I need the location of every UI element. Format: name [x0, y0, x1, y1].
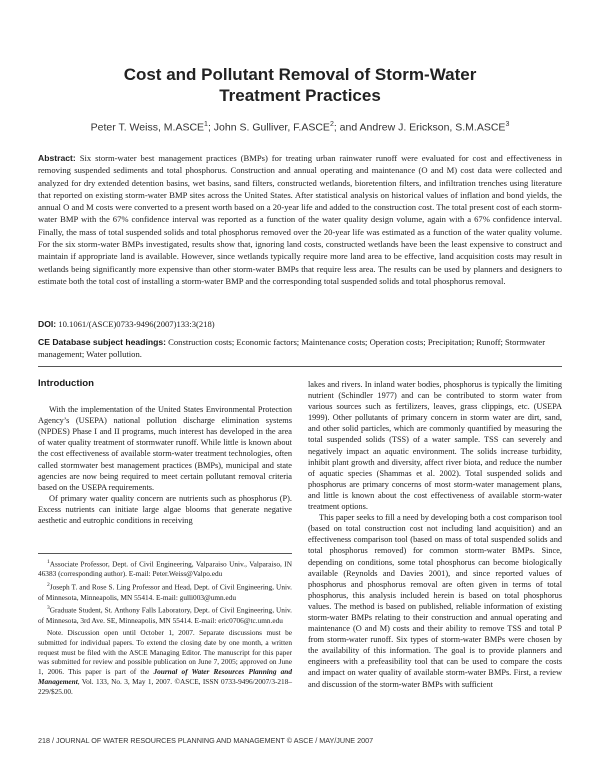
doi-link[interactable]: 10.1061/(ASCE)0733-9496(2007)133:3(218)	[58, 319, 215, 329]
author-affiliation-mark: 1	[204, 121, 208, 128]
abstract-label: Abstract:	[38, 153, 76, 163]
footnote	[38, 581, 292, 602]
subject-headings-label: CE Database subject headings:	[38, 337, 166, 347]
author-name: Andrew J. Erickson, S.M.ASCE	[359, 121, 506, 134]
subject-headings-text: Construction costs; Economic factors; Maintenance costs; Operation costs; Precipitation; Runoff; Stormwater management; Water pollution.	[38, 337, 546, 360]
note-text: Note. Discussion open until October 1, 2007. Separate discussions must be submitted for individual papers. To extend the closing date by one month, a written request must be filed with the ASCE Managing Editor. The manuscript for this paper was submitted for review and possible publication on June 7, 2005; approved on June 1, 2006. This paper is part of the	[38, 627, 292, 677]
footnote-text: Associate Professor, Dept. of Civil Engineering, Valparaiso Univ., Valparaiso, IN 46383 (corresponding author). E-mail: Peter.Weiss@Valpo.edu	[38, 559, 292, 579]
footnote-mark: 1	[47, 559, 50, 565]
author-separator: ;	[207, 121, 214, 134]
footnote-mark: 3	[47, 605, 50, 612]
footnote-divider	[38, 553, 292, 554]
title-line-1: Cost and Pollutant Removal of Storm-Water	[123, 65, 477, 84]
paper-title	[0, 64, 600, 106]
footnote-text: Joseph T. and Rose S. Ling Professor and Head, Dept. of Civil Engineering, Univ. of Minnesota, Minneapolis, MN 55414. E-mail: gulli003@umn.edu	[38, 582, 292, 602]
author-affiliation-mark: 2	[329, 121, 334, 128]
introduction-heading: Introduction	[38, 378, 94, 389]
footnote	[38, 604, 292, 625]
footnote-mark: 2	[47, 582, 50, 589]
title-line-2: Treatment Practices	[219, 86, 381, 105]
author-separator: ; and	[333, 121, 360, 134]
right-column	[308, 379, 562, 690]
note-text: , Vol. 133, No. 3, May 1, 2007. ©ASCE, ISSN 0733-9496/2007/3-218–229/$25.00.	[38, 677, 292, 697]
author-affiliation-mark: 3	[505, 121, 510, 128]
doi	[38, 319, 562, 329]
doi-label: DOI:	[38, 319, 57, 329]
footnote-text: Graduate Student, St. Anthony Falls Laboratory, Dept. of Civil Engineering, Univ. of Minnesota, 3rd Ave. SE, Minneapolis, MN 55414. E-mail: eric0706@tc.umn.edu	[38, 605, 292, 625]
body-paragraph: With the implementation of the United States Environmental Protection Agency’s (USEPA) national pollution discharge elimination systems (NPDES) Phase I and II programs, much interest has developed in the area of water quality treatment of stormwater runoff. While little is known about the cost effectiveness of available storm-water treatment technologies, often called stormwater best management practices (BMPs), municipal and state agencies are now being required to meet certain pollutant removal criteria based on the USEPA requirements.	[38, 405, 292, 492]
left-column	[38, 378, 292, 526]
body-paragraph: Of primary water quality concern are nutrients such as phosphorus (P). Excess nutrients can initiate large algae blooms that generate negative aesthetic and eutrophic conditions in receiving	[38, 493, 292, 526]
subject-headings	[38, 336, 562, 361]
journal-name: Journal of Water Resources Planning and Management	[38, 667, 293, 687]
footnote	[38, 558, 292, 579]
section-divider	[38, 366, 562, 367]
body-paragraph: lakes and rivers. In inland water bodies, phosphorus is typically the limiting nutrient (Schindler 1977) and can be contributed to storm water from various sources such as fertilizers, leaves, grass clippings, etc. (USEPA 1999). Other pollutants of primary concern in storm water are dirt, sand, and other solid particles, which are commonly quantified by measuring the total suspended solids (TSS) of a water sample. TSS can severely and negatively impact an aquatic environment. The solids increase turbidity, inhibit plant growth and diversity, affect river biota, and reduce the number of aquatic species (Shammas et al. 2002). Total suspended solids and phosphorus are primary concerns of most storm-water management plans, and little is known about the cost effectiveness of available storm-water treatment options.	[308, 380, 562, 512]
body-paragraph: This paper seeks to fill a need by developing both a cost comparison tool (based on total construction cost not including land acquisition) and an effectiveness comparison tool (based on mass of total suspended solids and total phosphorus removed) for common storm-water BMPs. Since, depending on conditions, some total phosphorus can become biologically available (Reynolds and Davies 2001), and since reported values of phosphorus and phosphorus removal are often given in terms of total phosphorus, this analysis included herein is based on total phosphorus values. The method is based on published, reliable information of existing storm-water BMPs relating to their construction and annual operating and maintenance (O and M) costs and their ability to remove TSS and total P from storm-water runoff. Six types of storm-water BMPs were chosen by the availability of this information. The goal is to provide planners and engineers with a prefeasibility tool that can be used to compare the costs and impact on water quality of available storm-water BMPs. First, a review and discussion of the storm-water BMPs with sufficient	[308, 513, 562, 689]
page-footer: 218 / JOURNAL OF WATER RESOURCES PLANNING AND MANAGEMENT © ASCE / MAY/JUNE 2007	[38, 736, 374, 745]
author-name: Peter T. Weiss, M.ASCE	[90, 121, 205, 134]
author-list	[0, 121, 600, 134]
footnotes	[38, 558, 292, 699]
publication-note	[38, 628, 292, 697]
abstract	[38, 152, 562, 287]
author-name: John S. Gulliver, F.ASCE	[213, 121, 330, 134]
abstract-text: Six storm-water best management practices (BMPs) for treating urban rainwater runoff were evaluated for cost and effectiveness in removing suspended sediments and total phosphorus. Construction and annual operating and maintenance (O and M) cost data were collected and analyzed for dry extended detention basins, wet basins, sand filters, constructed wetlands, bioretention filters, and infiltration trenches using literature that reported on existing storm-water BMP sites across the United States. After statistical analysis on historical values of inflation and bond yields, the annual O and M costs were converted to a present worth based on a 20-year life and added to the construction cost. The total present cost of each storm-water BMP with the 67% confidence interval was reported as a function of the water quality design volume, again with a 67% confidence interval. Finally, the mass of total suspended solids and total phosphorus removed over the 20-year life was estimated as a function of the water quality volume. For the six storm-water BMPs investigated, results show that, ignoring land costs, constructed wetlands have been the least expensive to construct and maintain if appropriate land is available. However, since wetlands typically require more land area to be effective, land acquisition costs may result in wetlands being significantly more expensive than other storm-water BMPs that require less area. The results can be used by planners and designers to estimate both the total cost of installing a storm-water BMP and the corresponding total suspended solids and total phosphorus removal.	[38, 153, 563, 286]
